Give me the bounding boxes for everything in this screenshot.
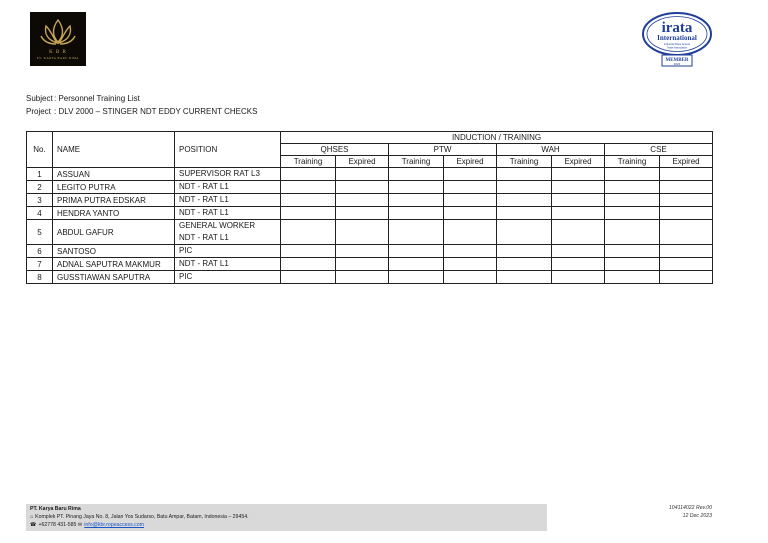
expired-cell bbox=[444, 258, 497, 271]
expired-cell bbox=[552, 207, 605, 220]
footer-address-line bbox=[30, 513, 543, 521]
expired-cell bbox=[336, 194, 389, 207]
badge-subtitle: International bbox=[657, 34, 697, 42]
col-header-no: No. bbox=[27, 132, 53, 168]
training-cell bbox=[389, 181, 444, 194]
person-name: ASSUAN bbox=[53, 168, 175, 181]
position-line: PIC bbox=[179, 246, 193, 255]
expired-cell bbox=[444, 220, 497, 245]
expired-cell bbox=[336, 271, 389, 284]
training-cell bbox=[389, 258, 444, 271]
training-cell bbox=[389, 207, 444, 220]
group-header-ptw: PTW bbox=[389, 144, 497, 156]
training-cell bbox=[605, 207, 660, 220]
person-position bbox=[175, 207, 281, 220]
irata-member-badge bbox=[642, 12, 712, 68]
expired-cell bbox=[444, 207, 497, 220]
training-cell bbox=[389, 220, 444, 245]
subject-label: Subject bbox=[26, 94, 53, 103]
expired-cell bbox=[444, 181, 497, 194]
position-line: NDT - RAT L1 bbox=[179, 233, 229, 242]
training-cell bbox=[605, 245, 660, 258]
training-cell bbox=[497, 258, 552, 271]
doc-date: 12 Dec 2023 bbox=[682, 513, 712, 519]
training-cell bbox=[281, 207, 336, 220]
sub-header-expired: Expired bbox=[660, 156, 713, 168]
training-cell bbox=[605, 168, 660, 181]
badge-tagline-2: Trade Association bbox=[666, 46, 688, 50]
training-cell bbox=[497, 194, 552, 207]
sub-header-expired: Expired bbox=[336, 156, 389, 168]
training-cell bbox=[281, 181, 336, 194]
phone-icon: ☎ bbox=[30, 522, 37, 528]
document-reference bbox=[669, 504, 712, 520]
expired-cell bbox=[660, 220, 713, 245]
training-cell bbox=[605, 220, 660, 245]
table-row bbox=[27, 258, 713, 271]
expired-cell bbox=[552, 271, 605, 284]
person-name: ADNAL SAPUTRA MAKMUR bbox=[53, 258, 175, 271]
lotus-icon bbox=[38, 16, 78, 50]
footer-contact-box bbox=[26, 504, 547, 531]
position-line: NDT - RAT L1 bbox=[179, 195, 229, 204]
training-cell bbox=[497, 245, 552, 258]
position-line: SUPERVISOR RAT L3 bbox=[179, 169, 260, 178]
position-line: PIC bbox=[179, 272, 193, 281]
footer-contact-line bbox=[30, 521, 543, 529]
subject-value: : Personnel Training List bbox=[54, 94, 140, 103]
sub-header-training: Training bbox=[497, 156, 552, 168]
position-line: NDT - RAT L1 bbox=[179, 208, 229, 217]
training-cell bbox=[605, 258, 660, 271]
sub-header-training: Training bbox=[389, 156, 444, 168]
training-cell bbox=[281, 271, 336, 284]
table-row bbox=[27, 245, 713, 258]
footer-address: Komplek PT. Pinang Jaya No. 8, Jalan Yos Sudarso, Batu Ampar, Batam, Indonesia – 29454. bbox=[35, 514, 249, 520]
expired-cell bbox=[552, 194, 605, 207]
row-number: 6 bbox=[27, 245, 53, 258]
person-position bbox=[175, 194, 281, 207]
table-body bbox=[27, 168, 713, 284]
footer-email-link[interactable]: info@kbr.ropeaccess.com bbox=[84, 522, 144, 528]
training-cell bbox=[497, 168, 552, 181]
col-header-position: POSITION bbox=[175, 132, 281, 168]
training-cell bbox=[389, 168, 444, 181]
location-icon: ⌂ bbox=[30, 514, 34, 520]
table-row bbox=[27, 194, 713, 207]
person-name: ABDUL GAFUR bbox=[53, 220, 175, 245]
training-cell bbox=[389, 194, 444, 207]
group-header-induction: INDUCTION / TRAINING bbox=[281, 132, 713, 144]
table-row bbox=[27, 181, 713, 194]
expired-cell bbox=[444, 194, 497, 207]
training-cell bbox=[605, 271, 660, 284]
company-logo bbox=[30, 12, 86, 66]
person-name: GUSSTIAWAN SAPUTRA bbox=[53, 271, 175, 284]
training-cell bbox=[497, 220, 552, 245]
row-number: 3 bbox=[27, 194, 53, 207]
expired-cell bbox=[552, 220, 605, 245]
training-cell bbox=[497, 181, 552, 194]
email-icon: ✉ bbox=[77, 522, 83, 528]
expired-cell bbox=[552, 258, 605, 271]
expired-cell bbox=[336, 207, 389, 220]
sub-header-expired: Expired bbox=[552, 156, 605, 168]
training-cell bbox=[281, 245, 336, 258]
expired-cell bbox=[660, 258, 713, 271]
training-cell bbox=[281, 220, 336, 245]
expired-cell bbox=[336, 245, 389, 258]
position-line: NDT - RAT L1 bbox=[179, 182, 229, 191]
row-number: 1 bbox=[27, 168, 53, 181]
table-row bbox=[27, 168, 713, 181]
expired-cell bbox=[660, 271, 713, 284]
expired-cell bbox=[552, 181, 605, 194]
row-number: 7 bbox=[27, 258, 53, 271]
person-name: SANTOSO bbox=[53, 245, 175, 258]
group-header-cse: CSE bbox=[605, 144, 713, 156]
group-header-qhses: QHSES bbox=[281, 144, 389, 156]
training-cell bbox=[497, 207, 552, 220]
expired-cell bbox=[336, 220, 389, 245]
group-header-wah: WAH bbox=[497, 144, 605, 156]
badge-member: MEMBER bbox=[665, 58, 689, 63]
sub-header-expired: Expired bbox=[444, 156, 497, 168]
person-position bbox=[175, 258, 281, 271]
position-line: GENERAL WORKER bbox=[179, 221, 256, 230]
sub-header-training: Training bbox=[605, 156, 660, 168]
expired-cell bbox=[336, 258, 389, 271]
expired-cell bbox=[552, 168, 605, 181]
expired-cell bbox=[660, 245, 713, 258]
person-position bbox=[175, 271, 281, 284]
logo-brand-subtext: PT. KARYA BARU RIMA bbox=[37, 56, 79, 60]
project-line bbox=[26, 107, 257, 117]
table-row bbox=[27, 207, 713, 220]
person-position bbox=[175, 245, 281, 258]
expired-cell bbox=[552, 245, 605, 258]
expired-cell bbox=[336, 181, 389, 194]
expired-cell bbox=[660, 194, 713, 207]
subject-line bbox=[26, 94, 140, 104]
training-cell bbox=[281, 258, 336, 271]
training-cell bbox=[281, 168, 336, 181]
position-line: NDT - RAT L1 bbox=[179, 259, 229, 268]
training-cell bbox=[389, 271, 444, 284]
sub-header-training: Training bbox=[281, 156, 336, 168]
expired-cell bbox=[444, 168, 497, 181]
project-value: : DLV 2000 – STINGER NDT EDDY CURRENT CHECKS bbox=[54, 107, 258, 116]
person-position bbox=[175, 220, 281, 245]
footer-phone: +62778 431-585 bbox=[38, 522, 77, 528]
training-cell bbox=[497, 271, 552, 284]
person-name: PRIMA PUTRA EDSKAR bbox=[53, 194, 175, 207]
expired-cell bbox=[660, 168, 713, 181]
person-name: LEGITO PUTRA bbox=[53, 181, 175, 194]
row-number: 2 bbox=[27, 181, 53, 194]
table-row bbox=[27, 271, 713, 284]
badge-year: 2023 bbox=[673, 62, 681, 66]
footer-company: PT. Karya Baru Rima bbox=[30, 506, 81, 512]
project-label: Project bbox=[26, 107, 51, 116]
logo-brand-text: K B R bbox=[49, 50, 67, 55]
table-row bbox=[27, 220, 713, 245]
doc-number: 104114022 Rev.00 bbox=[668, 505, 712, 511]
expired-cell bbox=[660, 207, 713, 220]
row-number: 4 bbox=[27, 207, 53, 220]
training-cell bbox=[605, 194, 660, 207]
col-header-name: NAME bbox=[53, 132, 175, 168]
training-cell bbox=[389, 245, 444, 258]
training-cell bbox=[605, 181, 660, 194]
expired-cell bbox=[444, 271, 497, 284]
badge-title: irata bbox=[661, 20, 693, 36]
expired-cell bbox=[660, 181, 713, 194]
training-cell bbox=[281, 194, 336, 207]
person-position bbox=[175, 168, 281, 181]
expired-cell bbox=[444, 245, 497, 258]
expired-cell bbox=[336, 168, 389, 181]
training-table bbox=[26, 131, 713, 284]
badge-tagline-1: Industrial Rope Access bbox=[663, 43, 691, 46]
row-number: 5 bbox=[27, 220, 53, 245]
person-name: HENDRA YANTO bbox=[53, 207, 175, 220]
row-number: 8 bbox=[27, 271, 53, 284]
person-position bbox=[175, 181, 281, 194]
